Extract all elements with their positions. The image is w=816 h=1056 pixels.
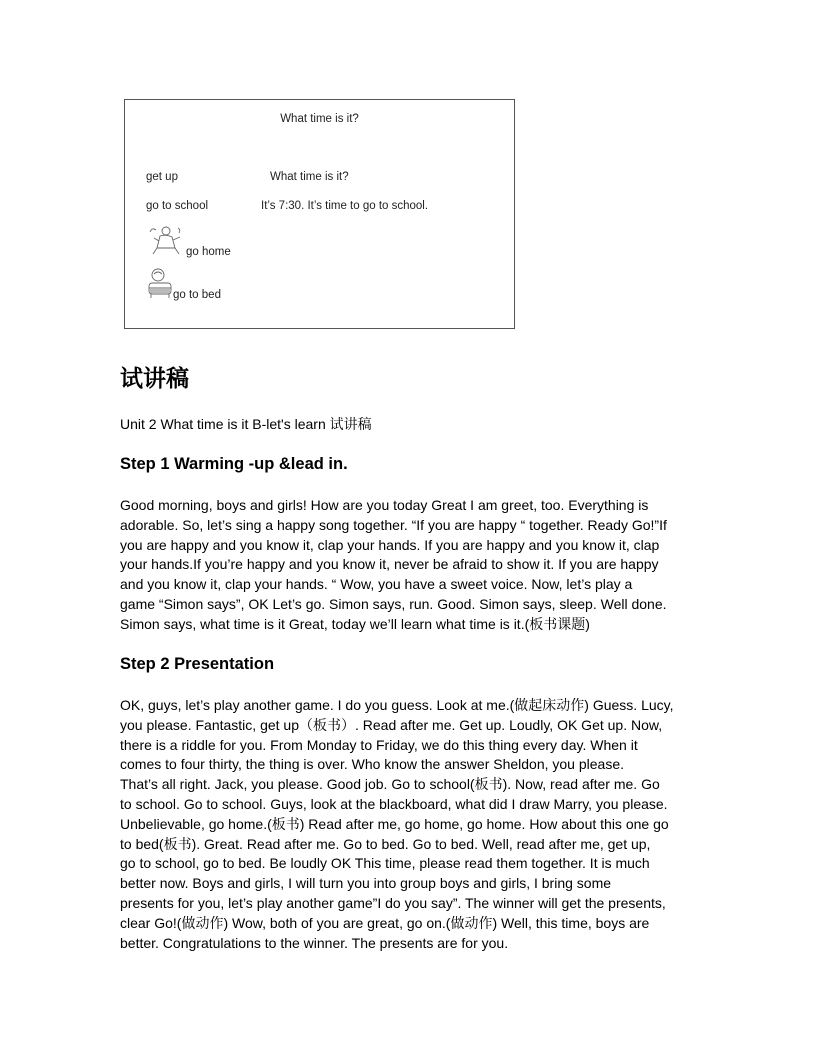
step2-line: go to school, go to bed. Be loudly OK This time, please read them together. It is much xyxy=(120,855,650,872)
board-item-get-up: get up xyxy=(146,171,178,183)
step1-title: Step 1 Warming -up &lead in. xyxy=(120,455,348,473)
step2-line: to school. Go to school. Guys, look at the blackboard, what did I draw Marry, you please. xyxy=(120,795,668,812)
step2-line: to bed(板书). Great. Read after me. Go to bed. Go to bed. Well, read after me, get up, xyxy=(120,835,651,852)
step1-line: adorable. So, let’s sing a happy song together. “If you are happy “ together. Ready Go!”If xyxy=(120,516,667,533)
step1-line: your hands.If you’re happy and you know it, never be afraid to show it. If you are happy xyxy=(120,556,659,573)
step2-line: That’s all right. Jack, you please. Good job. Go to school(板书). Now, read after me. Go xyxy=(120,776,660,793)
step2-line: presents for you, let’s play another game”I do you say”. The winner will get the presents, xyxy=(120,894,666,911)
step1-line: Good morning, boys and girls! How are you today Great I am greet, too. Everything is xyxy=(120,497,649,513)
step1-line: game “Simon says”, OK Let’s go. Simon says, run. Good. Simon says, sleep. Well done. xyxy=(120,595,667,612)
board-item-go-home: go home xyxy=(186,246,231,258)
step1-paragraph xyxy=(120,496,710,635)
step2-line: OK, guys, let’s play another game. I do you guess. Look at me.(做起床动作) Guess. Lucy, xyxy=(120,697,674,713)
step2-line: clear Go!(做动作) Wow, both of you are great, go on.(做动作) Well, this time, boys are xyxy=(120,914,650,931)
go-to-bed-illustration xyxy=(146,266,174,300)
step1-line: and you know it, clap your hands. “ Wow, you have a sweet voice. Now, let’s play a xyxy=(120,576,633,593)
board-answer: It’s 7:30. It’s time to go to school. xyxy=(261,200,429,212)
step2-line: there is a riddle for you. From Monday to Friday, we do this thing every day. When it xyxy=(120,736,638,753)
board-item-go-to-bed: go to bed xyxy=(173,289,221,301)
step2-paragraph xyxy=(120,696,710,953)
step2-line: better. Congratulations to the winner. The presents are for you. xyxy=(120,934,509,951)
blackboard-slide xyxy=(124,99,515,329)
step2-line: you please. Fantastic, get up（板书）. Read after me. Get up. Loudly, OK Get up. Now, xyxy=(120,716,663,733)
step1-line: Simon says, what time is it Great, today we’ll learn what time is it.(板书课题) xyxy=(120,615,590,632)
board-item-go-to-school: go to school xyxy=(146,200,209,212)
step2-line: comes to four thirty, the thing is over. Who know the answer Sheldon, you please. xyxy=(120,756,625,773)
board-title: What time is it? xyxy=(280,113,359,125)
step2-line: Unbelievable, go home.(板书) Read after me, go home, go home. How about this one go xyxy=(120,815,669,832)
go-home-illustration xyxy=(148,224,184,256)
step2-title: Step 2 Presentation xyxy=(120,655,275,673)
board-question: What time is it? xyxy=(270,171,349,183)
document-heading: 试讲稿 xyxy=(120,366,189,392)
step1-line: you are happy and you know it, clap your hands. If you are happy and you know it, clap xyxy=(120,536,660,553)
document-subtitle: Unit 2 What time is it B-let's learn 试讲稿 xyxy=(120,416,372,432)
step2-line: better now. Boys and girls, I will turn you into group boys and girls, I bring some xyxy=(120,875,612,892)
